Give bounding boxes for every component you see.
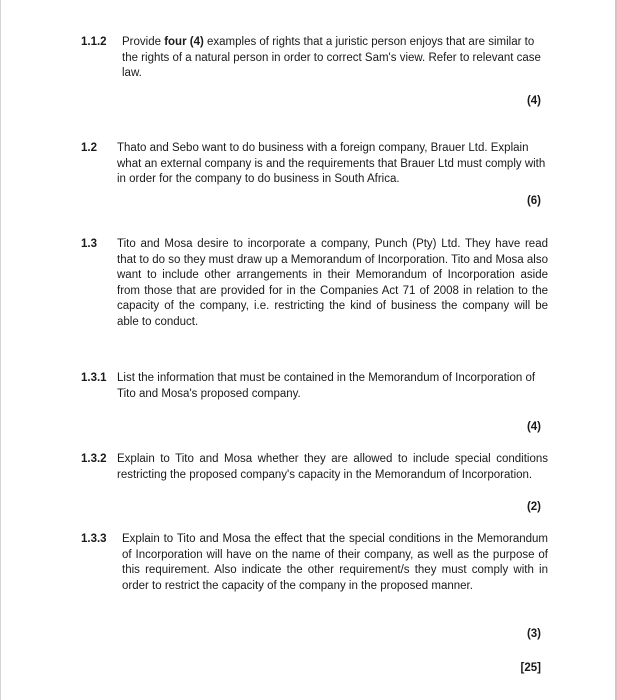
question-text-1-2: Thato and Sebo want to do business with a foreign company, Brauer Ltd. Explain what an external company is and the requirements that Brauer Ltd must comply with in order for the company to do business in South Africa. — [117, 142, 546, 185]
mark-1-3-3: (3) — [526, 628, 541, 640]
question-number-1-3-1: 1.3.1 — [81, 372, 107, 384]
mark-1-3-1: (4) — [526, 421, 541, 433]
question-number-1-2: 1.2 — [81, 142, 97, 154]
question-number-1-3: 1.3 — [81, 238, 97, 250]
mark-1-1-2: (4) — [526, 95, 541, 107]
question-number-1-3-2: 1.3.2 — [81, 453, 107, 465]
question-text-1-3-3: Explain to Tito and Mosa the effect that the special conditions in the Memorandum of Incorporation will have on the name of their company, as well as the purpose of this requirement. Also indicate the other requirement/s they must comply with in order to restrict the capacity of the company in the proposed manner. — [122, 533, 548, 592]
question-text-1-1-2-part1: Provide — [122, 36, 165, 48]
question-text-1-1-2-bold: four (4) — [164, 36, 204, 48]
mark-1-3-2: (2) — [526, 501, 541, 513]
question-text-1-3-2: Explain to Tito and Mosa whether they are allowed to include special conditions restricting the proposed company's capacity in the Memorandum of Incorporation. — [117, 453, 548, 481]
question-text-1-1-2 — [122, 35, 548, 82]
total-mark: [25] — [520, 662, 541, 674]
question-number-1-3-3: 1.3.3 — [81, 533, 107, 545]
question-number-1-1-2: 1.1.2 — [81, 36, 107, 48]
question-text-1-3-1: List the information that must be contained in the Memorandum of Incorporation of Tito and Mosa's proposed company. — [117, 372, 536, 400]
question-text-1-3: Tito and Mosa desire to incorporate a company, Punch (Pty) Ltd. They have read that to do so they must draw up a Memorandum of Incorporation. Tito and Mosa also want to include other arrangements in their Memorandum of Incorporation aside from those that are provided for in the Companies Act 71 of 2008 in relation to the capacity of the company, i.e. restricting the kind of business the company will be able to conduct. — [117, 238, 548, 328]
mark-1-2: (6) — [526, 195, 541, 207]
question-text-1-1-2-part2: examples of rights that a juristic person enjoys that are similar to the rights of a natural person in order to correct Sam's view. Refer to relevant case law. — [122, 36, 541, 79]
